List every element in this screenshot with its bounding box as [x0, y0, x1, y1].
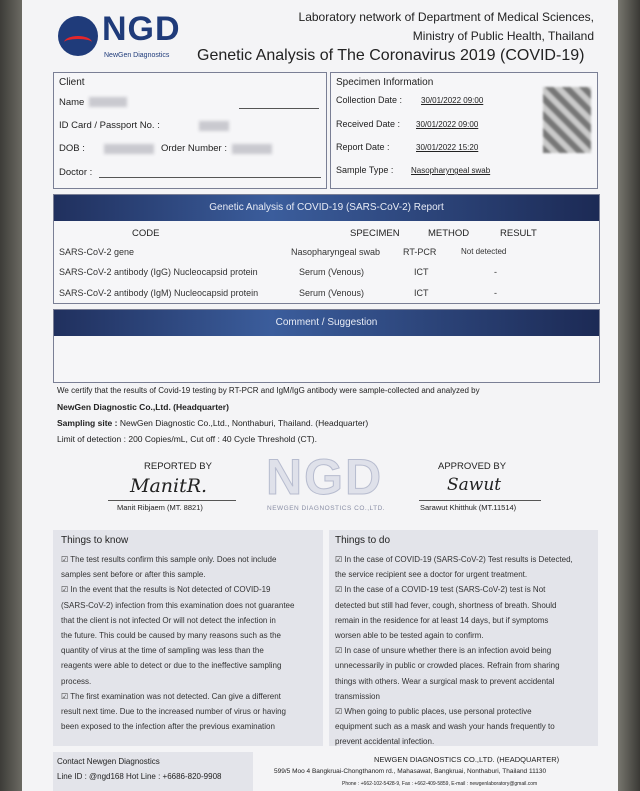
logo-subtext: NewGen Diagnostics — [104, 52, 170, 59]
row1-code: SARS-CoV-2 gene — [59, 247, 135, 257]
certify-company: NewGen Diagnostic Co.,Ltd. (Headquarter) — [57, 402, 229, 412]
reporter-sign-line — [108, 500, 236, 501]
do-line-11: ☑ When going to public places, use personal protective — [335, 707, 532, 717]
do-line-8: unnecessarily in public or crowded places. Refrain from sharing — [335, 661, 560, 671]
know-line-6: the future. This could be caused by many reasons such as the — [61, 631, 281, 641]
row3-result: - — [494, 288, 497, 298]
background-right — [618, 0, 640, 791]
report-box — [53, 194, 600, 304]
background-left — [0, 0, 22, 791]
doctor-line — [99, 177, 321, 178]
know-line-5: that the client is not infected Or will not detect the infection in — [61, 615, 276, 625]
reporter-name: Manit Ribjaem (MT. 8821) — [117, 503, 203, 512]
things-to-know-panel — [53, 530, 323, 746]
row2-code: SARS-CoV-2 antibody (IgG) Nucleocapsid protein — [59, 267, 258, 277]
row1-method: RT-PCR — [403, 247, 437, 257]
comment-box — [53, 309, 600, 383]
know-line-2: samples sent before or after this sample. — [61, 570, 206, 580]
reported-by-label: REPORTED BY — [144, 461, 212, 472]
contact-panel — [53, 752, 253, 791]
know-line-3: ☑ In the event that the results is Not detected of COVID-19 — [61, 585, 271, 595]
col-method: METHOD — [428, 228, 470, 239]
footer-company: NEWGEN DIAGNOSTICS CO.,LTD. (HEADQUARTER) — [374, 755, 560, 764]
know-line-7: quantity of virus at the time of sampling was less than the — [61, 646, 264, 656]
things-to-do-heading: Things to do — [335, 535, 391, 546]
logo-text: NGD — [102, 10, 181, 48]
page-title: Genetic Analysis of The Coronavirus 2019 (COVID-19) — [197, 47, 585, 64]
certify-line: We certify that the results of Covid-19 testing by RT-PCR and IgM/IgG antibody were sample-collected and analyzed by — [57, 386, 480, 395]
report-date-value: 30/01/2022 15:20 — [416, 143, 479, 152]
order-label: Order Number : — [161, 143, 227, 154]
specimen-box — [330, 72, 598, 189]
approver-name: Sarawut Khitthuk (MT.11514) — [420, 503, 517, 512]
site-value: NewGen Diagnostic Co.,Ltd., Nonthaburi, Thailand. (Headquarter) — [119, 418, 369, 428]
received-value: 30/01/2022 09:00 — [416, 120, 479, 129]
col-result: RESULT — [500, 228, 537, 239]
do-line-1: ☑ In the case of COVID-19 (SARS-CoV-2) Test results is Detected, — [335, 555, 573, 564]
do-line-3: ☑ In the case of a COVID-19 test (SARS-CoV-2) test is Not — [335, 585, 546, 595]
row1-result: Not detected — [461, 247, 507, 256]
redacted-name — [89, 97, 127, 107]
dob-label: DOB : — [59, 143, 85, 154]
name-label: Name — [59, 97, 85, 108]
row3-method: ICT — [414, 288, 429, 298]
footer-address: 599/5 Moo 4 Bangkruai-Chongthanom rd., Mahasawat, Bangkruai, Nonthaburi, Thailand 11130 — [274, 768, 547, 775]
received-label: Received Date : — [336, 119, 401, 129]
collection-value: 30/01/2022 09:00 — [421, 96, 484, 105]
limit-line: Limit of detection : 200 Copies/mL, Cut off : 40 Cycle Threshold (CT). — [57, 434, 317, 444]
sampling-site — [57, 418, 368, 428]
do-line-13: prevent accidental infection. — [335, 737, 435, 747]
ngd-watermark: NGD — [266, 449, 384, 505]
sample-type-value: Nasopharyngeal swab — [411, 166, 491, 175]
things-to-do-list — [335, 552, 593, 750]
redacted-qr-code — [543, 87, 591, 153]
do-line-9: things with others. Wear a surgical mask to prevent accidental — [335, 676, 555, 686]
client-heading: Client — [59, 77, 85, 88]
doctor-label: Doctor : — [59, 167, 93, 178]
redacted-dob — [104, 144, 154, 154]
row2-specimen: Serum (Venous) — [299, 267, 365, 277]
report-document — [22, 0, 618, 791]
col-code: CODE — [132, 228, 160, 239]
know-line-8: reagents were able to detect or due to the ineffective sampling — [61, 661, 282, 671]
client-box — [53, 72, 327, 189]
approved-by-label: APPROVED BY — [438, 461, 507, 472]
do-line-12: equipment such as a mask and wash your hands frequently to — [335, 722, 555, 732]
name-line — [239, 108, 319, 109]
row2-result: - — [494, 267, 497, 277]
know-line-1: ☑ The test results confirm this sample only. Does not include — [61, 555, 277, 564]
know-line-12: been exposed to the infection after the previous examination — [61, 722, 275, 732]
id-label: ID Card / Passport No. : — [59, 120, 160, 131]
row2-method: ICT — [414, 267, 429, 277]
row1-specimen: Nasopharyngeal swab — [291, 247, 381, 257]
col-specimen: SPECIMEN — [350, 228, 400, 239]
footer-phone: Phone : +662-102-5428-9, Fax : +662-409-5859, E-mail : newgenlaboratory@gmail.com — [342, 781, 538, 787]
ngd-logo — [58, 10, 208, 64]
watermark-subtext: NEWGEN DIAGNOSTICS CO.,LTD. — [267, 505, 386, 512]
comment-banner: Comment / Suggestion — [54, 310, 599, 336]
approver-sign-line — [419, 500, 541, 501]
do-line-2: the service recipient see a doctor for urgent treatment. — [335, 570, 528, 580]
specimen-heading: Specimen Information — [336, 77, 434, 88]
contact-line: Line ID : @ngd168 Hot Line : +6686-820-9908 — [57, 772, 222, 781]
do-line-5: remain in the residence for at least 14 days, but if symptoms — [335, 615, 549, 625]
know-line-9: process. — [61, 676, 92, 686]
contact-heading: Contact Newgen Diagnostics — [57, 757, 160, 766]
things-to-do-panel — [329, 530, 598, 746]
approver-signature: Sawut — [447, 475, 502, 495]
ministry-line: Ministry of Public Health, Thailand — [412, 29, 594, 43]
report-banner: Genetic Analysis of COVID-19 (SARS-CoV-2) Report — [54, 195, 599, 221]
things-to-know-heading: Things to know — [61, 535, 129, 546]
reporter-signature: ManitR. — [130, 475, 208, 497]
know-line-11: result next time. Due to the increased number of virus or having — [61, 707, 286, 717]
do-line-10: transmission — [335, 691, 380, 701]
lab-network-line: Laboratory network of Department of Medical Sciences, — [298, 10, 594, 24]
do-line-6: worsen able to be tested again to confirm. — [335, 631, 484, 641]
site-label: Sampling site : — [57, 418, 118, 428]
row3-code: SARS-CoV-2 antibody (IgM) Nucleocapsid protein — [59, 288, 259, 298]
row3-specimen: Serum (Venous) — [299, 288, 365, 298]
do-line-7: ☑ In case of unsure whether there is an infection avoid being — [335, 646, 552, 656]
logo-emblem-icon — [58, 16, 98, 56]
know-line-10: ☑ The first examination was not detected. Can give a different — [61, 691, 281, 701]
know-line-4: (SARS-CoV-2) infection from this examination does not guarantee — [61, 600, 295, 610]
collection-label: Collection Date : — [336, 95, 403, 105]
sample-type-label: Sample Type : — [336, 165, 394, 175]
things-to-know-list — [61, 552, 319, 734]
redacted-id — [199, 121, 229, 131]
report-date-label: Report Date : — [336, 142, 390, 152]
redacted-order — [232, 144, 272, 154]
do-line-4: detected but still had fever, cough, shortness of breath. Should — [335, 600, 557, 610]
